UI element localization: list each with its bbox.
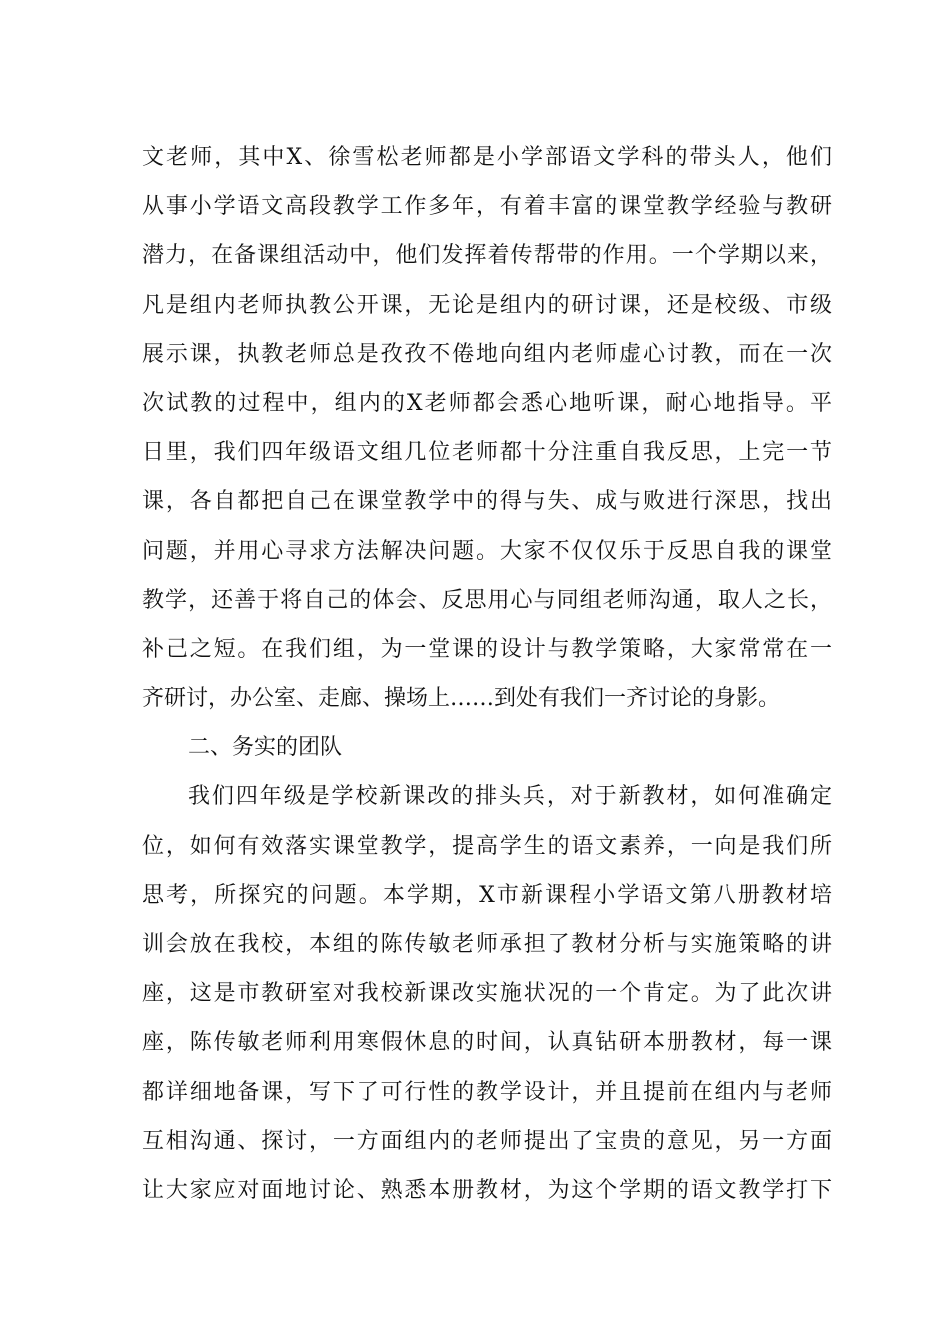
paragraph-line: 齐研讨，办公室、走廊、操场上……到处有我们一齐讨论的身影。: [142, 686, 781, 712]
paragraph-line: 课，各自都把自己在课堂教学中的得与失、成与败进行深思，找出: [142, 489, 832, 515]
paragraph-line: 训会放在我校，本组的陈传敏老师承担了教材分析与实施策略的讲: [142, 932, 832, 957]
paragraph-line: 位，如何有效落实课堂教学，提高学生的语文素养，一向是我们所: [142, 833, 832, 859]
paragraph-line: 互相沟通、探讨，一方面组内的老师提出了宝贵的意见，另一方面: [142, 1128, 832, 1154]
paragraph-line: 思考，所探究的问题。本学期，X市新课程小学语文第八册教材培: [142, 882, 832, 908]
paragraph-line: 问题，并用心寻求方法解决问题。大家不仅仅乐于反思自我的课堂: [142, 538, 832, 564]
paragraph-line: 次试教的过程中，组内的X老师都会悉心地听课，耐心地指导。平: [142, 390, 832, 416]
paragraph-line: 教学，还善于将自己的体会、反思用心与同组老师沟通，取人之长，: [142, 587, 832, 613]
document-body: [142, 133, 832, 1215]
paragraph-practical-team: [142, 772, 832, 1215]
paragraph-line: 补己之短。在我们组，为一堂课的设计与教学策略，大家常常在一: [142, 636, 832, 662]
paragraph-line: 潜力，在备课组活动中，他们发挥着传帮带的作用。一个学期以来，: [142, 243, 832, 269]
section-heading: 二、务实的团队: [188, 735, 343, 761]
paragraph-line: 让大家应对面地讨论、熟悉本册教材，为这个学期的语文教学打下: [142, 1177, 832, 1203]
paragraph-line: 都详细地备课，写下了可行性的教学设计，并且提前在组内与老师: [142, 1079, 832, 1105]
paragraph-line: 座，陈传敏老师利用寒假休息的时间，认真钻研本册教材，每一课: [142, 1030, 832, 1056]
paragraph-line: 文老师，其中X、徐雪松老师都是小学部语文学科的带头人，他们: [142, 145, 832, 170]
paragraph-line: 从事小学语文高段教学工作多年，有着丰富的课堂教学经验与教研: [142, 194, 832, 220]
paragraph-line: 我们四年级是学校新课改的排头兵，对于新教材，如何准确定: [188, 784, 832, 810]
paragraph-line: 日里，我们四年级语文组几位老师都十分注重自我反思，上完一节: [142, 440, 832, 466]
paragraph-line: 座，这是市教研室对我校新课改实施状况的一个肯定。为了此次讲: [142, 981, 832, 1007]
paragraph-teachers: [142, 133, 832, 723]
paragraph-line: 展示课，执教老师总是孜孜不倦地向组内老师虚心讨教，而在一次: [142, 341, 832, 367]
paragraph-line: 凡是组内老师执教公开课，无论是组内的研讨课，还是校级、市级: [142, 292, 832, 318]
